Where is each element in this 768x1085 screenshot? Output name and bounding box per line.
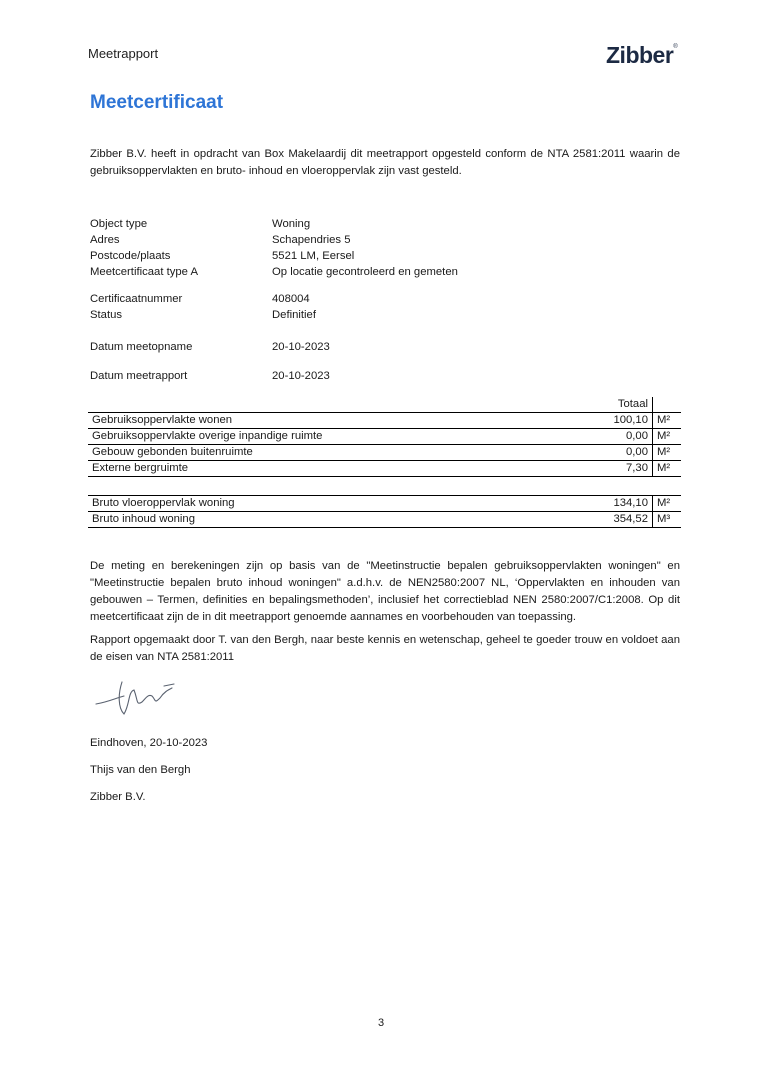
row-label: Bruto inhoud woning [88, 512, 476, 528]
info-label-postcode: Postcode/plaats [90, 250, 171, 262]
info-value-datum-opname: 20-10-2023 [272, 341, 330, 353]
totaal-header: Totaal [617, 398, 648, 410]
row-value: 134,10 [476, 496, 653, 512]
logo-text: Zibber [606, 42, 674, 68]
row-unit: M² [653, 496, 682, 512]
footer-place-date: Eindhoven, 20-10-2023 [90, 737, 208, 749]
info-value-postcode: 5521 LM, Eersel [272, 250, 355, 262]
info-value-object-type: Woning [272, 218, 311, 230]
report-label: Meetrapport [88, 46, 159, 61]
bruto-table [88, 495, 681, 528]
row-unit: M² [653, 429, 682, 445]
footer-name: Thijs van den Bergh [90, 764, 191, 776]
signature-image [94, 674, 184, 716]
table-row [88, 496, 681, 512]
zibber-logo [606, 42, 677, 69]
row-value: 7,30 [476, 461, 653, 477]
row-unit: M³ [653, 512, 682, 528]
info-value-status: Definitief [272, 309, 316, 321]
methodology-paragraph: De meting en berekeningen zijn op basis van de "Meetinstructie bepalen gebruiksoppervlakten woningen" en "Meetinstructie bepalen bruto inhoud woningen" a.d.h.v. de NEN2580:2007 NL, ‘Oppervlakten en inhouden van gebouwen – Termen, definities en bepalingsmethoden’, inclusief het correctieblad NEN 2580:2007/C1:2008. Op dit meetcertificaat zijn de in dit meetrapport genoemde aannames en voorbehouden van toepassing. [90, 560, 680, 623]
row-label: Gebouw gebonden buitenruimte [88, 445, 476, 461]
info-label-object-type: Object type [90, 218, 148, 230]
row-label: Bruto vloeroppervlak woning [88, 496, 476, 512]
row-value: 0,00 [476, 445, 653, 461]
row-unit: M² [653, 461, 682, 477]
row-label: Gebruiksoppervlakte overige inpandige ruimte [88, 429, 476, 445]
info-label-certnr: Certificaatnummer [90, 293, 183, 305]
info-label-adres: Adres [90, 234, 120, 246]
info-label-datum-rapport: Datum meetrapport [90, 370, 188, 382]
info-label-datum-opname: Datum meetopname [90, 341, 193, 353]
row-value: 354,52 [476, 512, 653, 528]
footer-company: Zibber B.V. [90, 791, 146, 803]
info-value-datum-rapport: 20-10-2023 [272, 370, 330, 382]
logo-registered-mark: ® [673, 44, 678, 50]
row-value: 0,00 [476, 429, 653, 445]
table-row [88, 413, 681, 429]
row-value: 100,10 [476, 413, 653, 429]
table-row [88, 461, 681, 477]
page-number: 3 [378, 1017, 385, 1029]
info-label-type: Meetcertificaat type A [90, 266, 198, 278]
author-paragraph: Rapport opgemaakt door T. van den Bergh, naar beste kennis en wetenschap, geheel te goeder trouw en voldoet aan de eisen van NTA 2581:2011 [90, 634, 680, 663]
intro-paragraph: Zibber B.V. heeft in opdracht van Box Makelaardij dit meetrapport opgesteld conform de NTA 2581:2011 waarin de gebruiksoppervlakten en bruto- inhoud en vloeroppervlak zijn vast gesteld. [90, 148, 680, 177]
row-label: Gebruiksoppervlakte wonen [88, 413, 476, 429]
page-title: Meetcertificaat [90, 92, 224, 113]
info-value-type: Op locatie gecontroleerd en gemeten [272, 266, 458, 278]
info-value-adres: Schapendries 5 [272, 234, 351, 246]
table-row [88, 512, 681, 528]
surface-table [88, 397, 681, 477]
table-row [88, 429, 681, 445]
row-unit: M² [653, 413, 682, 429]
row-label: Externe bergruimte [88, 461, 476, 477]
info-value-certnr: 408004 [272, 293, 310, 305]
table-header-row [88, 397, 681, 413]
info-label-status: Status [90, 309, 123, 321]
table-row [88, 445, 681, 461]
row-unit: M² [653, 445, 682, 461]
